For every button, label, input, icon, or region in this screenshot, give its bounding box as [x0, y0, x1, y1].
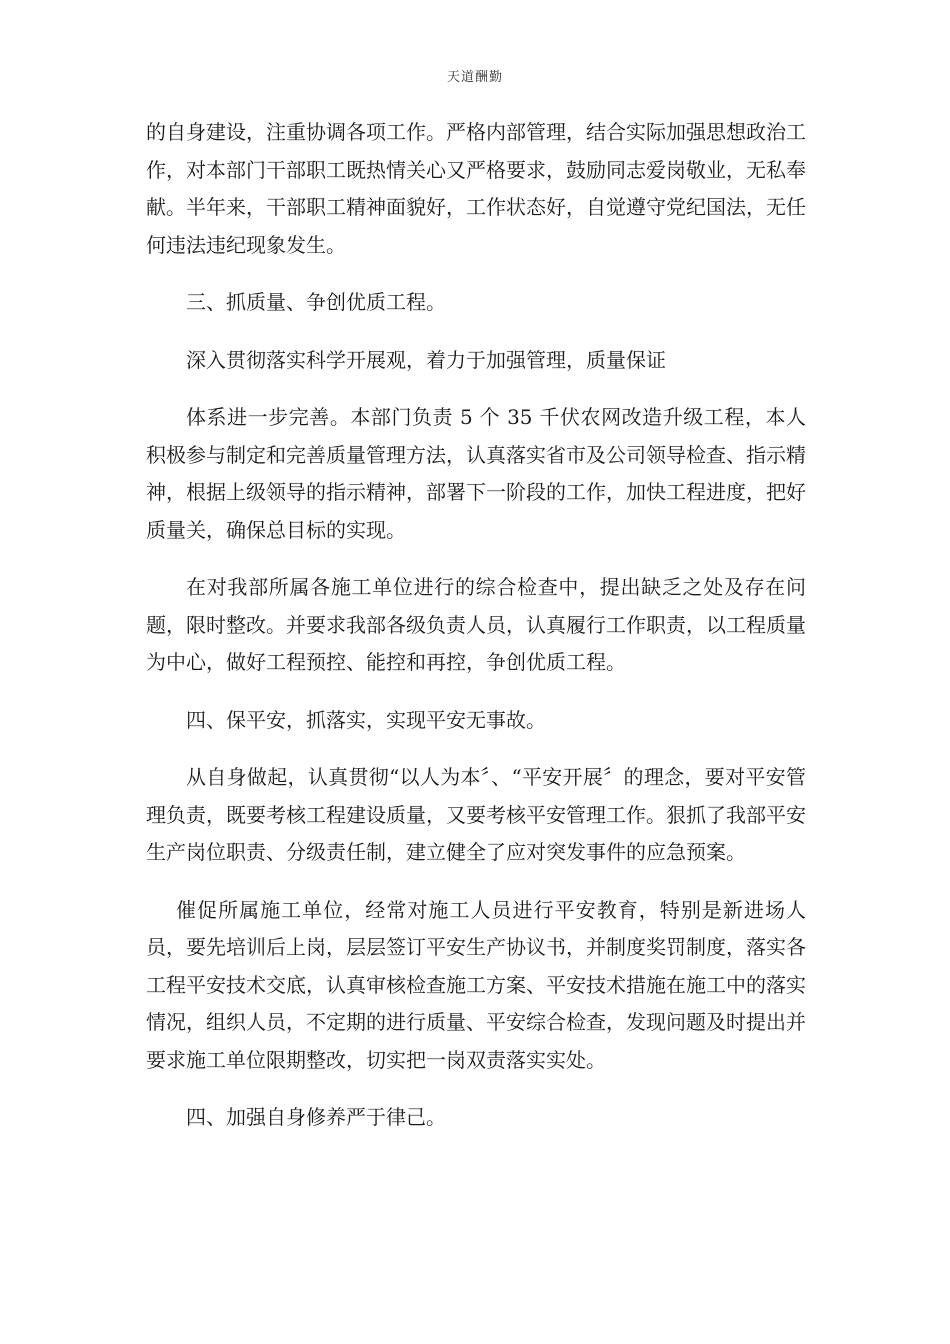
- paragraph-quality-system: 体系进一步完善。本部门负责 5 个 35 千伏农网改造升级工程，本人积极参与制定和完善质量管理方法，认真落实省市及公司领导检查、指示精神，根据上级领导的指示精神，部署下一阶段的工作，加快工程进度，把好质量关，确保总目标的实现。: [146, 405, 806, 542]
- heading-self-discipline: 四、加强自身修养严于律己。: [186, 1105, 446, 1129]
- paragraph-inspection: 在对我部所属各施工单位进行的综合检查中，提出缺乏之处及存在问题，限时整改。并要求我部各级负责人员，认真履行工作职责，以工程质量为中心，做好工程预控、能控和再控，争创优质工程。: [146, 575, 806, 674]
- paragraph-self-building: 的自身建设，注重协调各项工作。严格内部管理，结合实际加强思想政治工作，对本部门干部职工既热情关心又严格要求，鼓励同志爱岗敬业，无私奉献。半年来，干部职工精神面貌好，工作状态好，自觉遵守党纪国法，无任何违法违纪现象发生。: [146, 120, 806, 257]
- paragraph-quality-intro: 深入贯彻落实科学开展观，着力于加强管理，质量保证: [186, 347, 666, 372]
- paragraph-safety-management: 从自身做起，认真贯彻“以人为本〞、“平安开展〞的理念，要对平安管理负责，既要考核工程建设质量，又要考核平安管理工作。狠抓了我部平安生产岗位职责、分级责任制，建立健全了应对突发事件的应急预案。: [146, 765, 806, 864]
- page-header: 天道酬勤: [446, 70, 503, 85]
- heading-safety: 四、保平安，抓落实，实现平安无事故。: [186, 707, 546, 732]
- heading-quality: 三、抓质量、争创优质工程。: [186, 290, 446, 314]
- paragraph-safety-education: 催促所属施工单位，经常对施工人员进行平安教育，特别是新进场人员，要先培训后上岗，层层签订平安生产协议书，并制度奖罚制度，落实各工程平安技术交底，认真审核检查施工方案、平安技术措施在施工中的落实情况，组织人员，不定期的进行质量、平安综合检查，发现问题及时提出并要求施工单位限期整改，切实把一岗双责落实实处。: [146, 897, 806, 1072]
- document-body: [146, 114, 806, 1137]
